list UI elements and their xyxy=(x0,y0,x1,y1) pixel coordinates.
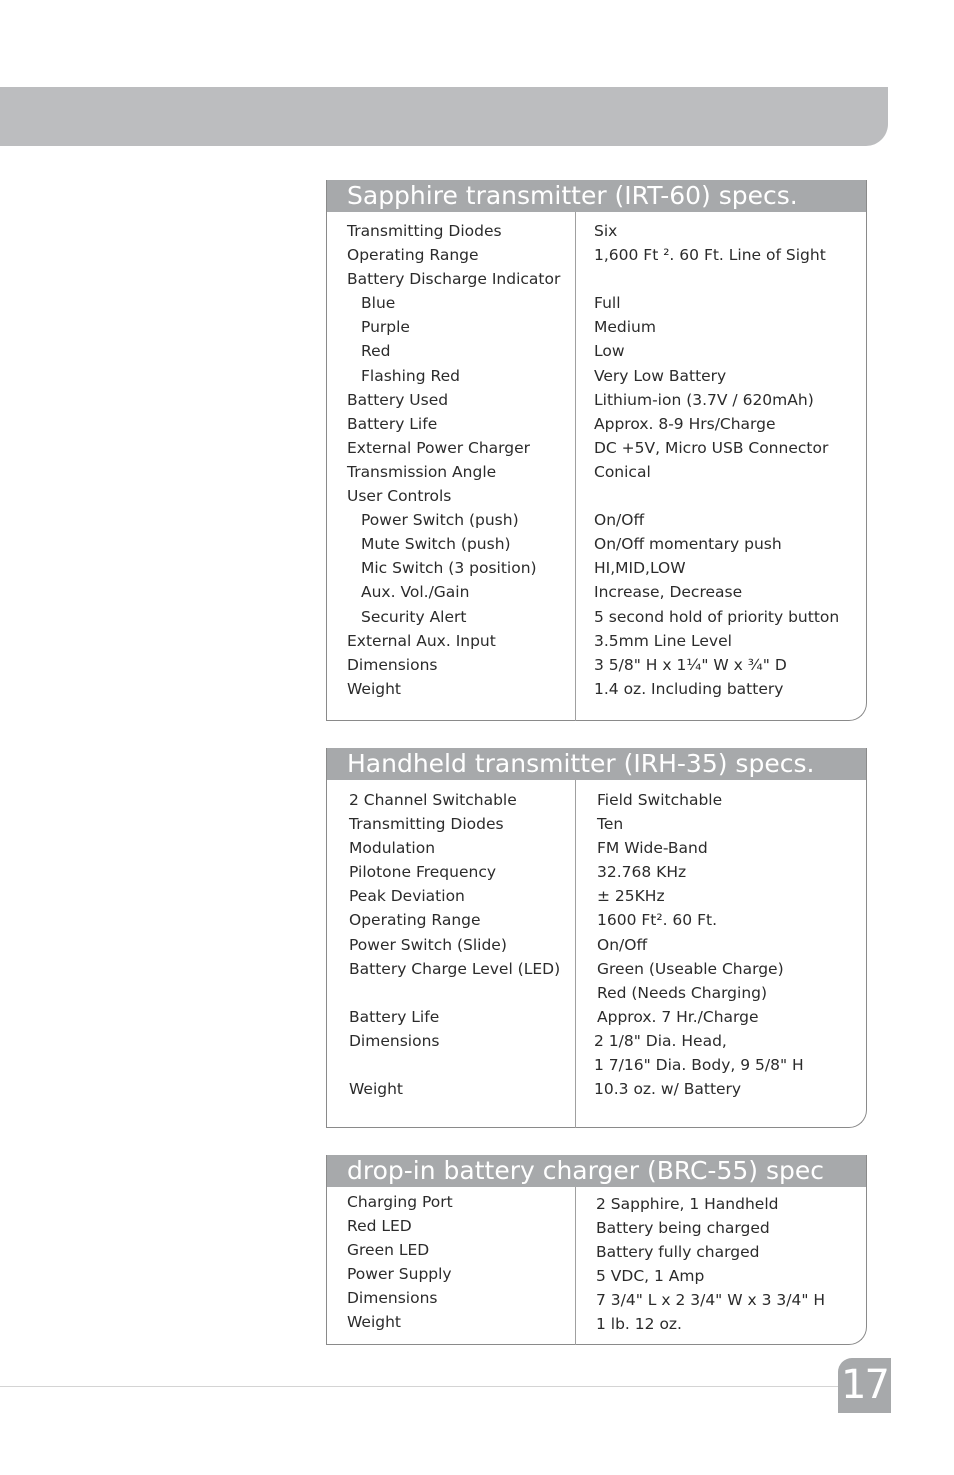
spec-label: Battery Life xyxy=(349,1007,440,1026)
spec-label: Red LED xyxy=(347,1217,412,1236)
spec-row xyxy=(327,580,866,604)
spec-label: Transmitting Diodes xyxy=(349,815,504,834)
spec-table xyxy=(327,212,866,721)
section-title: Handheld transmitter (IRH-35) specs. xyxy=(327,748,866,780)
spec-label: Weight xyxy=(347,1313,402,1332)
spec-label: External Aux. Input xyxy=(347,631,496,650)
spec-value: Ten xyxy=(597,815,624,834)
spec-row xyxy=(327,605,866,629)
spec-row xyxy=(327,508,866,532)
spec-value: 7 3/4" L x 2 3/4" W x 3 3/4" H xyxy=(596,1291,826,1310)
spec-row xyxy=(327,484,866,508)
spec-value: Approx. 8-9 Hrs/Charge xyxy=(594,414,776,433)
section-title: drop-in battery charger (BRC-55) spec xyxy=(327,1155,866,1187)
spec-value: Low xyxy=(594,342,625,361)
spec-value: 3.5mm Line Level xyxy=(594,631,732,650)
spec-row xyxy=(327,291,866,315)
spec-row xyxy=(327,1286,866,1310)
spec-row xyxy=(327,556,866,580)
spec-value: 5 VDC, 1 Amp xyxy=(596,1267,705,1286)
spec-value: Green (Useable Charge) xyxy=(597,959,784,978)
spec-label: Modulation xyxy=(349,839,436,858)
spec-row xyxy=(327,1262,866,1286)
spec-row xyxy=(327,436,866,460)
spec-value: On/Off momentary push xyxy=(594,535,782,554)
spec-row xyxy=(327,1077,866,1101)
spec-row xyxy=(327,412,866,436)
spec-value: DC +5V, Micro USB Connector xyxy=(594,438,829,457)
spec-label: User Controls xyxy=(347,487,452,506)
spec-value: 1 lb. 12 oz. xyxy=(596,1315,682,1334)
spec-row xyxy=(327,315,866,339)
charger-specs-panel xyxy=(326,1155,867,1345)
spec-row xyxy=(327,388,866,412)
spec-table xyxy=(327,780,866,1128)
spec-value: 1 7/16" Dia. Body, 9 5/8" H xyxy=(594,1056,804,1075)
spec-label: Red xyxy=(361,342,391,361)
spec-table xyxy=(327,1187,866,1345)
spec-value: 5 second hold of priority button xyxy=(594,607,840,626)
spec-label: Purple xyxy=(361,318,410,337)
spec-row xyxy=(327,364,866,388)
spec-value: Full xyxy=(594,294,621,313)
spec-row xyxy=(327,933,866,957)
spec-value: 3 5/8" H x 1¼" W x ¾" D xyxy=(594,655,787,674)
spec-row xyxy=(327,339,866,363)
spec-label: Dimensions xyxy=(347,1289,438,1308)
spec-label: Mute Switch (push) xyxy=(361,535,511,554)
footer-rule xyxy=(0,1386,838,1387)
spec-value: Six xyxy=(594,222,618,240)
spec-label: Dimensions xyxy=(349,1031,440,1050)
spec-row xyxy=(327,1214,866,1238)
spec-label: Dimensions xyxy=(347,655,438,674)
spec-label: Pilotone Frequency xyxy=(349,863,497,882)
spec-row xyxy=(327,860,866,884)
spec-label: Power Supply xyxy=(347,1265,452,1284)
spec-label: Battery Discharge Indicator xyxy=(347,270,561,289)
spec-row xyxy=(327,1190,866,1214)
spec-row xyxy=(327,267,866,291)
spec-label: 2 Channel Switchable xyxy=(349,791,517,809)
sapphire-specs-panel xyxy=(326,180,867,721)
spec-value: 32.768 KHz xyxy=(597,863,687,882)
spec-row xyxy=(327,677,866,701)
spec-label: External Power Charger xyxy=(347,438,531,457)
spec-row xyxy=(327,908,866,932)
spec-row xyxy=(327,1238,866,1262)
spec-label: Power Switch (Slide) xyxy=(349,935,507,954)
spec-value: Red (Needs Charging) xyxy=(597,983,768,1002)
spec-label: Green LED xyxy=(347,1241,430,1260)
spec-value: Medium xyxy=(594,318,656,337)
spec-row xyxy=(327,653,866,677)
spec-label: Charging Port xyxy=(347,1193,453,1211)
spec-value: On/Off xyxy=(594,511,645,530)
header-band xyxy=(0,87,888,146)
spec-label: Battery Used xyxy=(347,390,449,409)
spec-value: FM Wide-Band xyxy=(597,839,708,858)
spec-row xyxy=(327,1310,866,1334)
spec-value: Conical xyxy=(594,462,651,481)
spec-value: 2 Sapphire, 1 Handheld xyxy=(596,1195,779,1213)
spec-row xyxy=(327,836,866,860)
spec-value: HI,MID,LOW xyxy=(594,559,686,578)
spec-label: Transmission Angle xyxy=(347,462,497,481)
spec-row xyxy=(327,1005,866,1029)
spec-label: Battery Charge Level (LED) xyxy=(349,959,561,978)
spec-value: 1600 Ft². 60 Ft. xyxy=(597,911,718,930)
spec-value: 2 1/8" Dia. Head, xyxy=(594,1031,727,1050)
spec-value: 10.3 oz. w/ Battery xyxy=(594,1080,742,1099)
spec-row xyxy=(327,788,866,812)
spec-label: Operating Range xyxy=(349,911,481,930)
spec-value: Very Low Battery xyxy=(594,366,727,385)
page-number: 17 xyxy=(838,1358,891,1413)
spec-label: Transmitting Diodes xyxy=(347,222,502,240)
spec-row xyxy=(327,1053,866,1077)
spec-row xyxy=(327,981,866,1005)
spec-value: Field Switchable xyxy=(597,791,723,809)
spec-label: Flashing Red xyxy=(361,366,460,385)
spec-row xyxy=(327,884,866,908)
spec-value: 1.4 oz. Including battery xyxy=(594,679,784,698)
spec-label: Power Switch (push) xyxy=(361,511,519,530)
spec-label: Security Alert xyxy=(361,607,467,626)
spec-value: Approx. 7 Hr./Charge xyxy=(597,1007,759,1026)
spec-row xyxy=(327,460,866,484)
spec-value: Battery fully charged xyxy=(596,1243,760,1262)
spec-row xyxy=(327,629,866,653)
spec-label: Battery Life xyxy=(347,414,438,433)
spec-label: Peak Deviation xyxy=(349,887,465,906)
section-title: Sapphire transmitter (IRT-60) specs. xyxy=(327,180,866,212)
handheld-specs-panel xyxy=(326,748,867,1128)
spec-row xyxy=(327,219,866,243)
spec-row xyxy=(327,243,866,267)
spec-value: Battery being charged xyxy=(596,1219,770,1238)
spec-value: Increase, Decrease xyxy=(594,583,743,602)
spec-label: Aux. Vol./Gain xyxy=(361,583,470,602)
spec-value: ± 25KHz xyxy=(597,887,665,906)
spec-label: Operating Range xyxy=(347,246,479,265)
spec-row xyxy=(327,812,866,836)
spec-label: Weight xyxy=(347,679,402,698)
spec-value: 1,600 Ft ². 60 Ft. Line of Sight xyxy=(594,246,826,265)
spec-row xyxy=(327,1029,866,1053)
spec-label: Weight xyxy=(349,1080,404,1099)
spec-label: Blue xyxy=(361,294,396,313)
spec-value: On/Off xyxy=(597,935,648,954)
spec-value: Lithium-ion (3.7V / 620mAh) xyxy=(594,390,814,409)
spec-label: Mic Switch (3 position) xyxy=(361,559,537,578)
spec-row xyxy=(327,532,866,556)
spec-row xyxy=(327,957,866,981)
